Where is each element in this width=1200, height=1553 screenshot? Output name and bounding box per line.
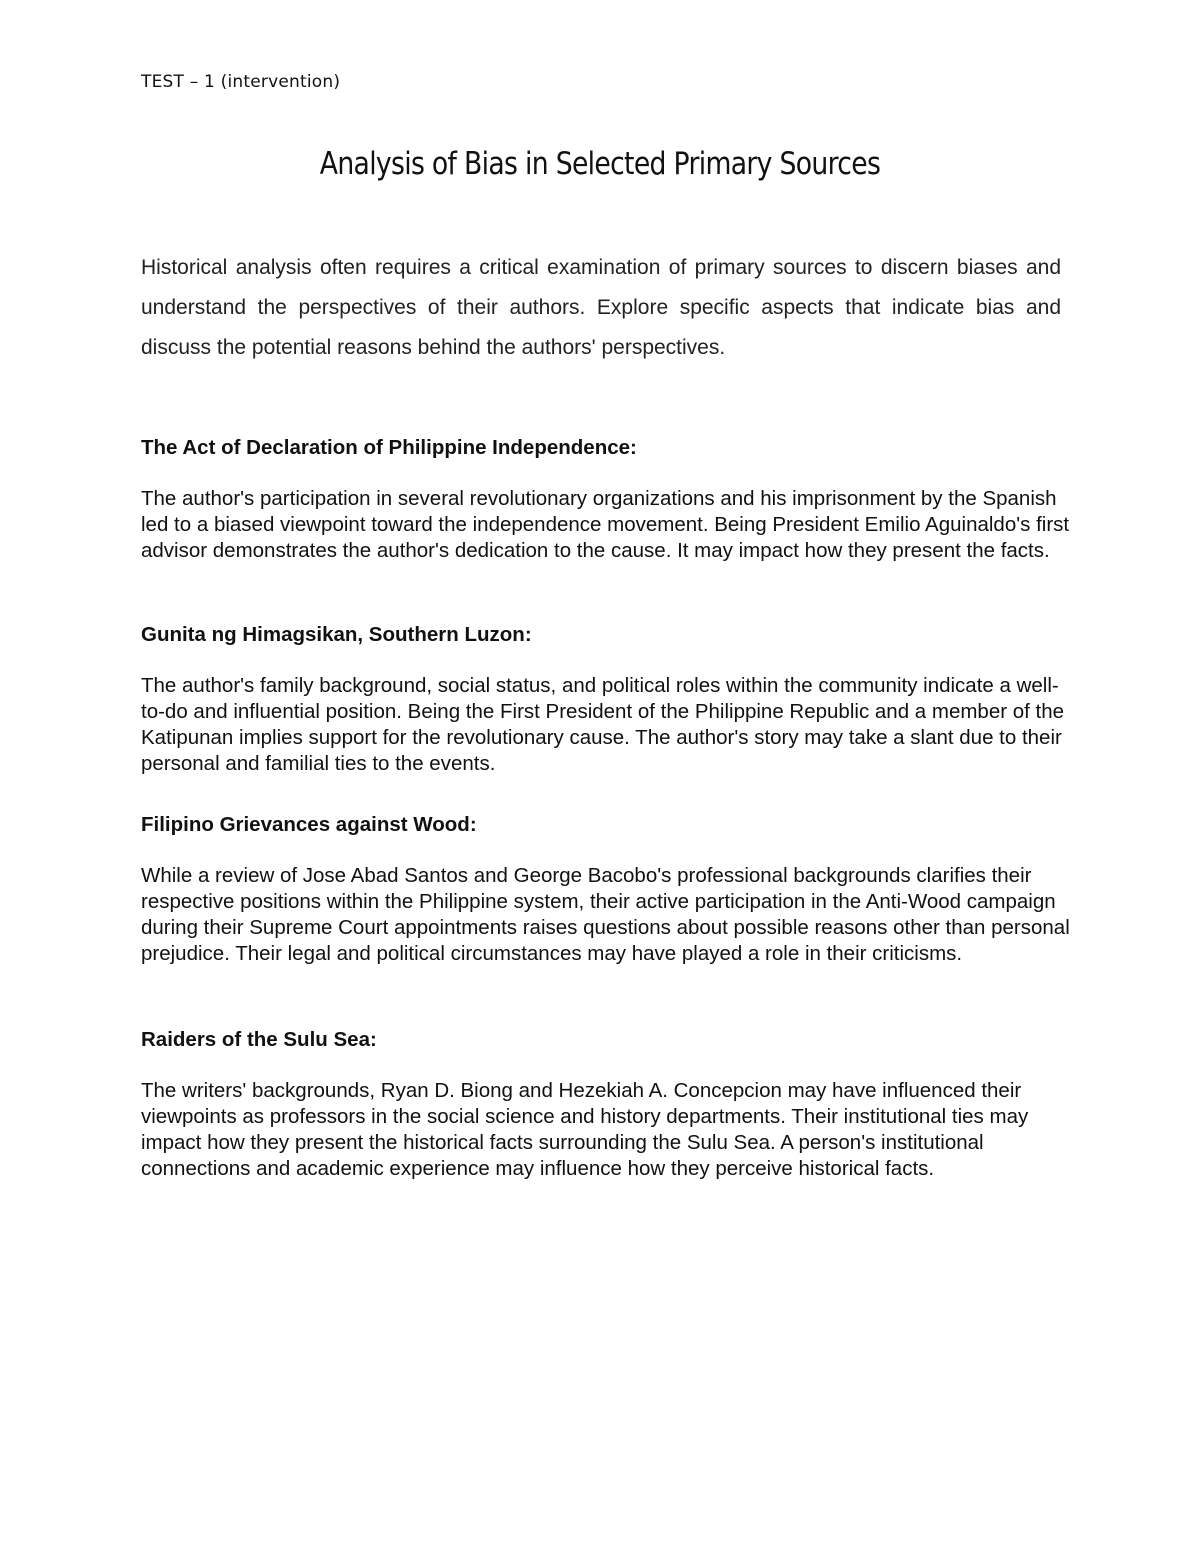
section-gunita-ng-himagsikan	[141, 622, 1071, 777]
section-heading: Gunita ng Himagsikan, Southern Luzon:	[141, 623, 532, 646]
section-body: While a review of Jose Abad Santos and George Bacobo's professional backgrounds clarifies their respective positions within the Philippine system, their active participation in the Anti-Wood campaign during their Supreme Court appointments raises questions about possible reasons other than personal prejudice. Their legal and political circumstances may have played a role in their criticisms.	[141, 864, 1070, 965]
section-body: The author's family background, social status, and political roles within the community indicate a well-to-do and influential position. Being the First President of the Philippine Republic and a member of the Katipunan implies support for the revolutionary cause. The author's story may take a slant due to their personal and familial ties to the events.	[141, 674, 1065, 775]
intro-paragraph: Historical analysis often requires a critical examination of primary sources to discern biases and understand the perspectives of their authors. Explore specific aspects that indicate bias and discuss the potential reasons behind the authors' perspectives.	[141, 256, 1061, 359]
page-title: Analysis of Bias in Selected Primary Sources	[319, 146, 881, 182]
section-heading: The Act of Declaration of Philippine Independence:	[141, 436, 637, 459]
section-body: The writers' backgrounds, Ryan D. Biong and Hezekiah A. Concepcion may have influenced their viewpoints as professors in the social science and history departments. Their institutional ties may impact how they present the historical facts surrounding the Sulu Sea. A person's institutional connections and academic experience may influence how they perceive historical facts.	[141, 1079, 1029, 1180]
test-label: TEST – 1 (intervention)	[141, 72, 341, 92]
section-heading: Filipino Grievances against Wood:	[141, 813, 477, 836]
section-filipino-grievances	[141, 812, 1071, 967]
section-heading: Raiders of the Sulu Sea:	[141, 1028, 377, 1051]
section-raiders-of-sulu-sea	[141, 1027, 1071, 1182]
section-declaration-of-independence	[141, 435, 1071, 564]
section-body: The author's participation in several revolutionary organizations and his imprisonment by the Spanish led to a biased viewpoint toward the independence movement. Being President Emilio Aguinaldo's first advisor demonstrates the author's dedication to the cause. It may impact how they present the facts.	[141, 487, 1070, 562]
